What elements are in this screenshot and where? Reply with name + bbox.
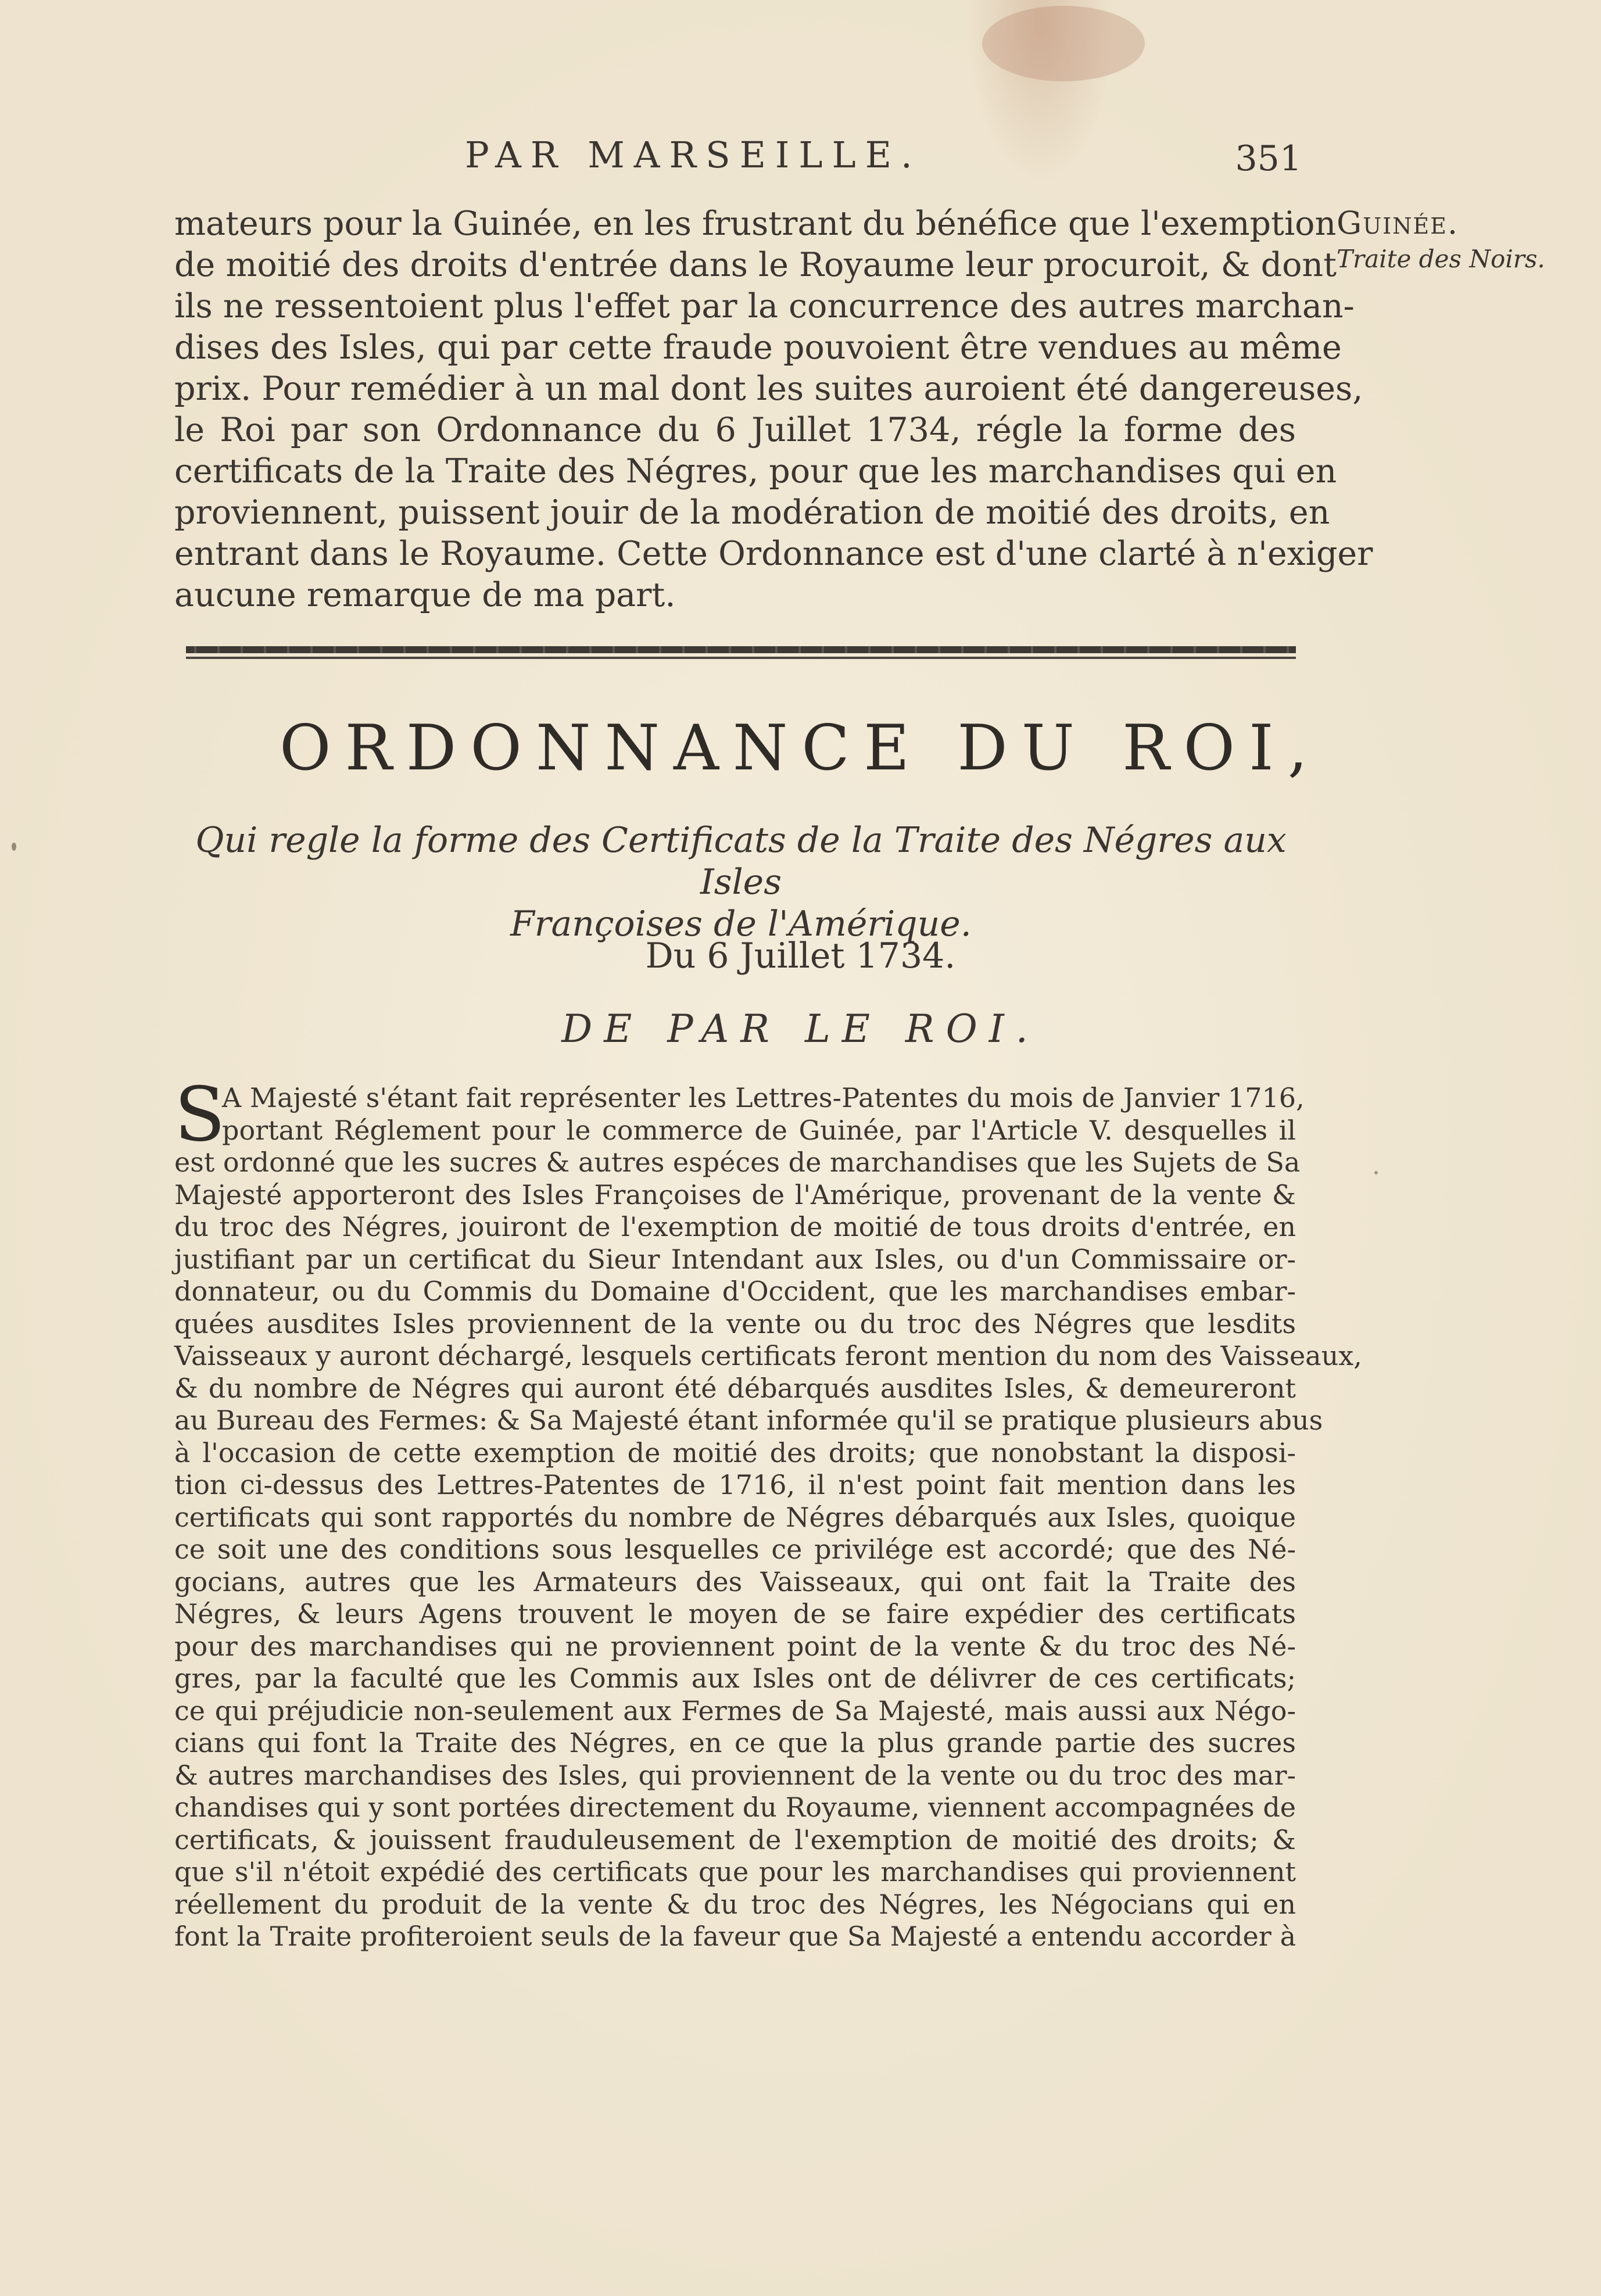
text-line: réellement du produit de la vente & du troc des Négres, les Négocians qui en [174, 1888, 1296, 1920]
text-line: que s'il n'étoit expédié des certificats que pour les marchandises qui proviennent [174, 1856, 1296, 1887]
text-line: certificats de la Traite des Négres, pour que les marchandises qui en [174, 452, 1337, 490]
text-line: le Roi par son Ordonnance du 6 Juillet 1734, régle la forme des [174, 411, 1296, 449]
text-line: mateurs pour la Guinée, en les frustrant du bénéfice que l'exemption [174, 205, 1337, 243]
text-line: font la Traite profiteroient seuls de la faveur que Sa Majesté a entendu accorder à [174, 1921, 1296, 1952]
text-line: quées ausdites Isles proviennent de la vente ou du troc des Négres que lesdits [174, 1308, 1296, 1339]
text-line: gres, par la faculté que les Commis aux Isles ont de délivrer de ces certificats; [174, 1663, 1296, 1694]
text-line: Majesté apporteront des Isles Françoises de l'Amérique, provenant de la vente & [174, 1179, 1296, 1210]
text-line: certificats, & jouissent frauduleusement de l'exemption de moitié des droits; & [174, 1824, 1296, 1856]
margin-subtopic: Traite des Noirs. [1337, 245, 1545, 273]
text-line: donnateur, ou du Commis du Domaine d'Occident, que les marchandises embar- [174, 1276, 1296, 1307]
decree-heading: DE PAR LE ROI. [561, 1006, 1040, 1051]
text-line: Négres, & leurs Agens trouvent le moyen de se faire expédier des certificats [174, 1598, 1296, 1629]
text-line: aucune remarque de ma part. [174, 576, 676, 614]
text-line: gocians, autres que les Armateurs des Vaisseaux, qui ont fait la Traite des [174, 1566, 1296, 1597]
text-line: tion ci-dessus des Lettres-Patentes de 1716, il n'est point fait mention dans les [174, 1469, 1296, 1500]
text-line: certificats qui sont rapportés du nombre de Négres débarqués aux Isles, quoique [174, 1501, 1296, 1533]
margin-note [1337, 205, 1592, 273]
text-line: au Bureau des Fermes: & Sa Majesté étant informée qu'il se pratique plusieurs abus [174, 1405, 1323, 1436]
text-line: ce qui préjudicie non-seulement aux Fermes de Sa Majesté, mais aussi aux Négo- [174, 1695, 1296, 1727]
text-line: ils ne ressentoient plus l'effet par la concurrence des autres marchan- [174, 287, 1355, 325]
text-line: A Majesté s'étant fait représenter les Lettres-Patentes du mois de Janvier 1716, [222, 1082, 1305, 1113]
paper-speck [1374, 1171, 1378, 1174]
ordinance-body [174, 1072, 1362, 1953]
text-line: du troc des Négres, jouiront de l'exemption de moitié de tous droits d'entrée, en [174, 1211, 1296, 1242]
text-line: proviennent, puissent jouir de la modération de moitié des droits, en [174, 493, 1330, 532]
text-line: Vaisseaux y auront déchargé, lesquels certificats feront mention du nom des Vaisseaux, [174, 1340, 1362, 1371]
drop-cap: S [174, 1072, 225, 1158]
text-line: est ordonné que les sucres & autres espéces de marchandises que les Sujets de Sa [174, 1147, 1301, 1178]
subtitle-line: Qui regle la forme des Certificats de la Traite des Négres aux Isles [195, 820, 1287, 902]
text-line: & autres marchandises des Isles, qui proviennent de la vente ou du troc des mar- [174, 1759, 1296, 1791]
intro-paragraph [174, 203, 1373, 616]
text-line: à l'occasion de cette exemption de moitié des droits; que nonobstant la disposi- [174, 1437, 1296, 1468]
ornamental-rule [186, 646, 1296, 653]
ordinance-date: Du 6 Juillet 1734. [645, 936, 956, 976]
text-line: portant Réglement pour le commerce de Guinée, par l'Article V. desquelles il [222, 1114, 1296, 1146]
text-line: ce soit une des conditions sous lesquelles ce privilége est accordé; que des Né- [174, 1534, 1296, 1565]
text-line: cians qui font la Traite des Négres, en ce que la plus grande partie des sucres [174, 1727, 1296, 1758]
text-line: chandises qui y sont portées directement du Royaume, viennent accompagnées de [174, 1792, 1296, 1823]
paper-stain [982, 6, 1145, 81]
page-number: 351 [1235, 138, 1302, 179]
text-line: prix. Pour remédier à un mal dont les suites auroient été dangereuses, [174, 370, 1363, 408]
text-line: dises des Isles, qui par cette fraude pouvoient être vendues au même [174, 328, 1342, 367]
rule-underline [186, 657, 1296, 659]
running-title: PAR MARSEILLE. [465, 134, 922, 176]
running-head [186, 134, 1302, 186]
text-line: justifiant par un certificat du Sieur Intendant aux Isles, ou d'un Commissaire or- [174, 1243, 1296, 1275]
text-line: & du nombre de Négres qui auront été débarqués ausdites Isles, & demeureront [174, 1372, 1296, 1404]
text-line: entrant dans le Royaume. Cette Ordonnance est d'une clarté à n'exiger [174, 535, 1373, 573]
margin-topic: Guinée. [1337, 205, 1459, 241]
ordinance-title: ORDONNANCE DU ROI, [279, 712, 1322, 785]
paper-speck [12, 843, 16, 851]
text-line: de moitié des droits d'entrée dans le Royaume leur procuroit, & dont [174, 246, 1337, 284]
text-line: pour des marchandises qui ne proviennent point de la vente & du troc des Né- [174, 1630, 1296, 1662]
subtitle-line: Françoises de l'Amérique. [510, 904, 972, 944]
ordinance-subtitle [174, 819, 1308, 945]
